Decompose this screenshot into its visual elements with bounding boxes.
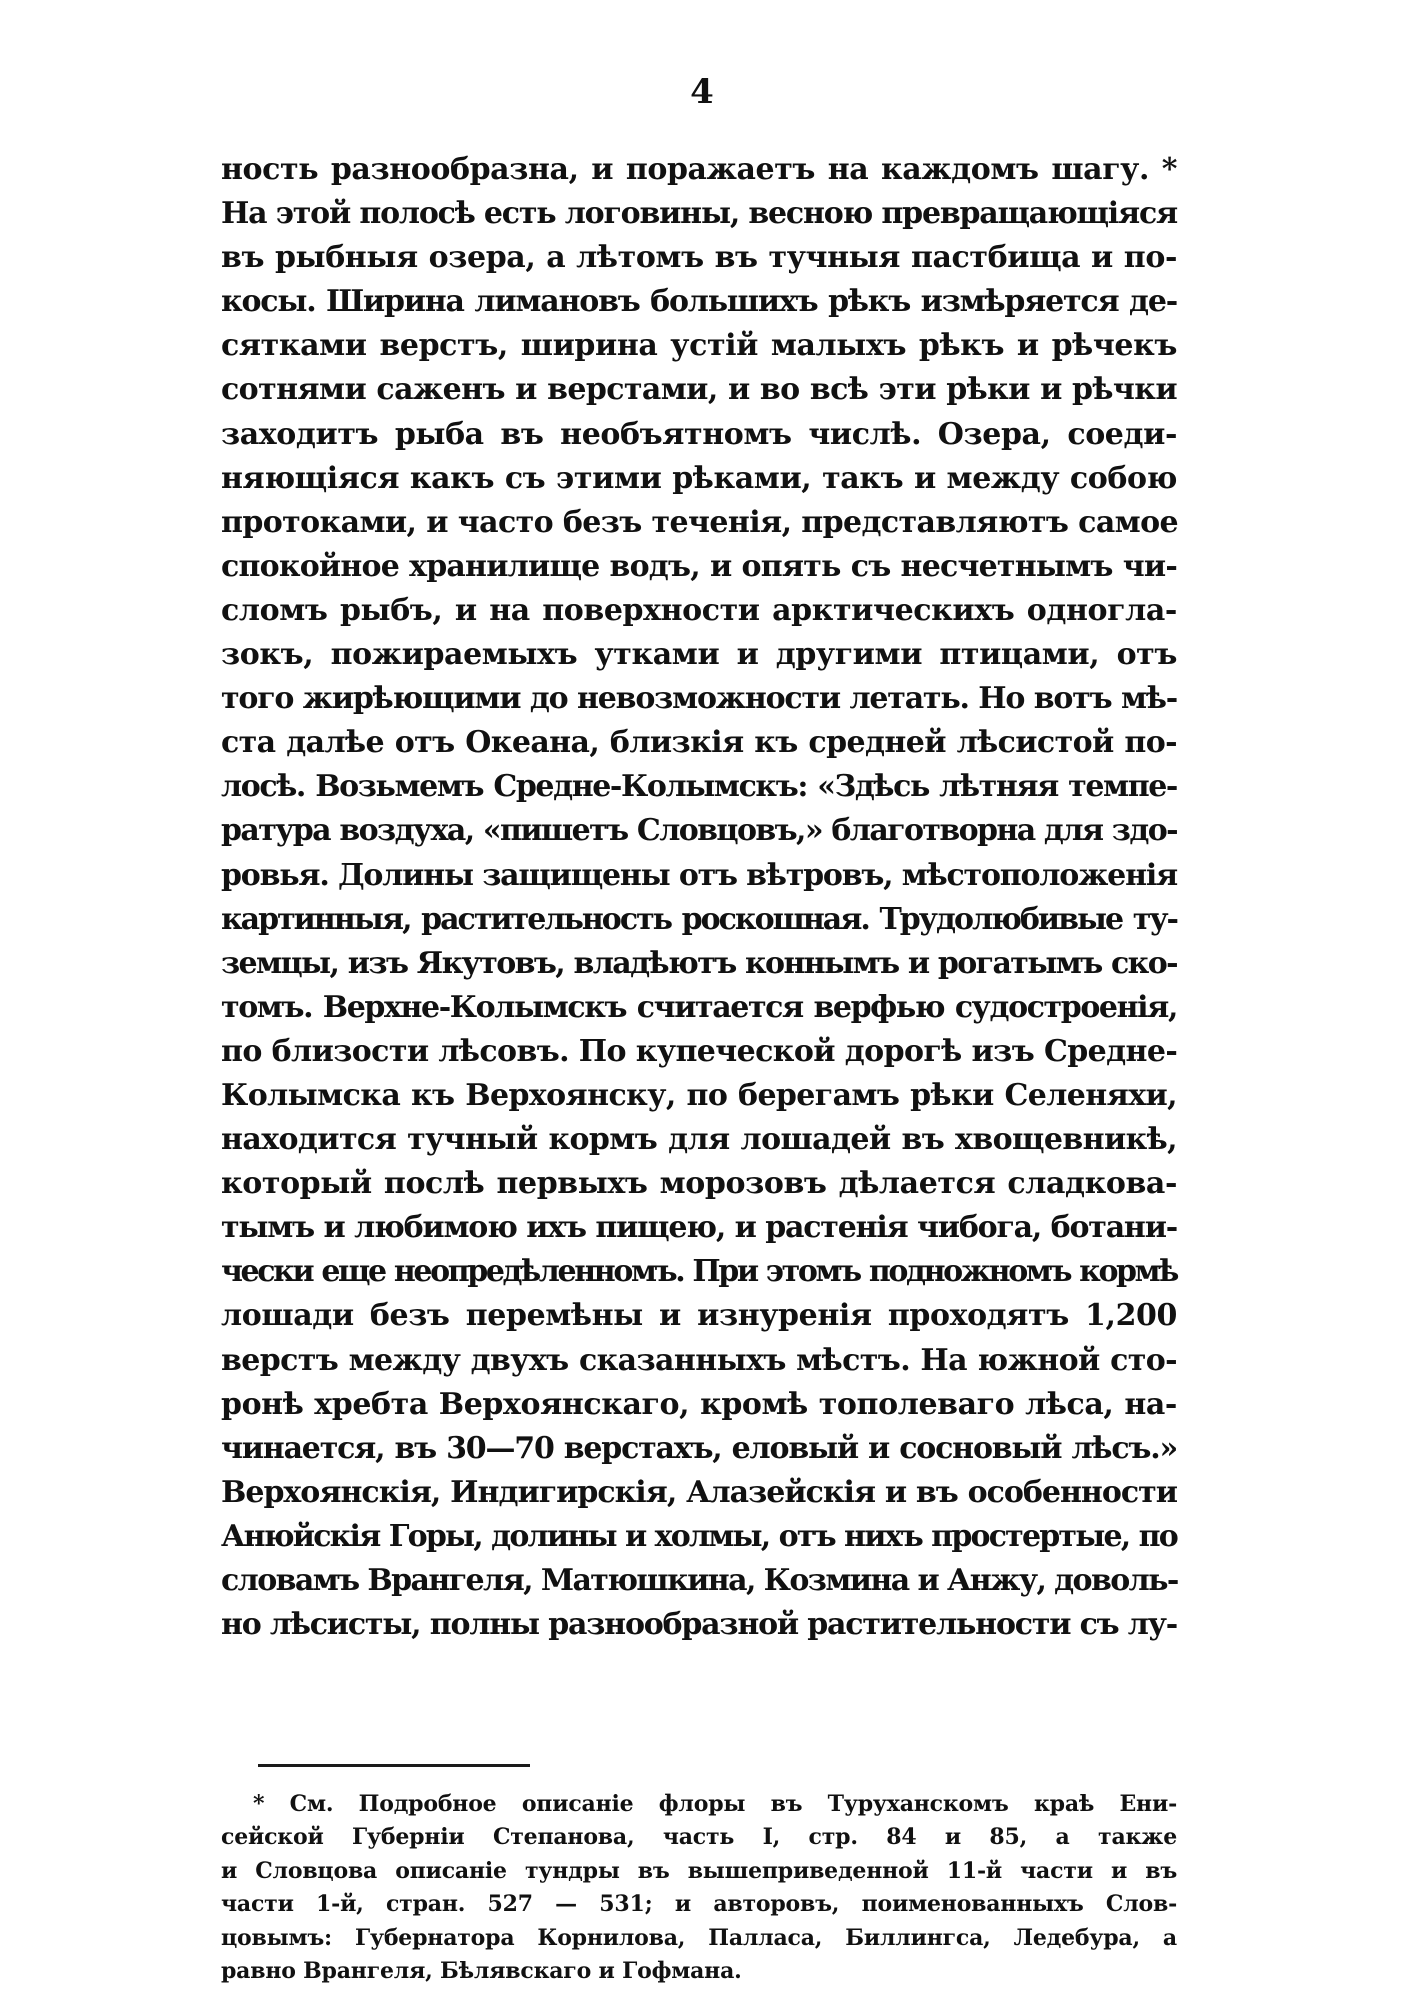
body-line: лошади безъ перемѣны и изнуренія проходятъ 1,200 [221,1298,1177,1334]
body-line: Колымска къ Верхоянску, по берегамъ рѣки Селеняхи, [221,1077,1177,1113]
body-line: косы. Ширина лимановъ большихъ рѣкъ измѣряется де- [221,284,1177,320]
body-line: спокойное хранилище водъ, и опять съ несчетнымъ чи- [221,548,1177,584]
body-line: находится тучный кормъ для лошадей въ хвощевникѣ, [221,1122,1177,1158]
body-line: ность разнообразна, и поражаетъ на каждомъ шагу. * [221,152,1177,187]
body-line: земцы, изъ Якутовъ, владѣютъ коннымъ и рогатымъ ско- [221,945,1177,981]
body-line: въ рыбныя озера, а лѣтомъ въ тучныя пастбища и по- [221,240,1177,276]
body-line: ровья. Долины защищены отъ вѣтровъ, мѣстоположенія [221,857,1177,893]
body-line: чески еще неопредѣленномъ. При этомъ подножномъ кормѣ [221,1254,1177,1290]
page-number: 4 [690,72,714,112]
body-line: ронѣ хребта Верхоянскаго, кромѣ тополеваго лѣса, на- [221,1386,1177,1422]
body-line: няющіяся какъ съ этими рѣками, такъ и между собою [221,460,1177,496]
body-line: чинается, въ 30—70 верстахъ, еловый и сосновый лѣсъ.» [221,1430,1177,1466]
footnote-line: цовымъ: Губернатора Корнилова, Палласа, Биллингса, Ледебура, а [221,1924,1177,1951]
body-line: Верхоянскія, Индигирскія, Алазейскія и въ особенности [221,1474,1177,1510]
body-line: верстъ между двухъ сказанныхъ мѣстъ. На южной сто- [221,1342,1177,1378]
body-line: протоками, и часто безъ теченія, представляютъ самое [221,504,1179,540]
footnote-divider [258,1764,530,1767]
body-line: На этой полосѣ есть логовины, весною превращающіяся [221,196,1177,232]
body-line: картинныя, растительность роскошная. Трудолюбивые ту- [221,901,1177,937]
body-line: сломъ рыбъ, и на поверхности арктическихъ одногла- [221,592,1177,628]
footnote [221,1788,1177,1988]
body-text [221,148,1177,1647]
body-line: того жирѣющими до невозможности летать. Но вотъ мѣ- [221,681,1177,717]
footnote-line: части 1-й, стран. 527 — 531; и авторовъ, поименованныхъ Слов- [221,1891,1177,1918]
body-line: заходитъ рыба въ необъятномъ числѣ. Озера, соеди- [221,416,1177,452]
body-line: лосѣ. Возьмемъ Средне-Колымскъ: «Здѣсь лѣтняя темпе- [221,769,1177,805]
body-line: сятками верстъ, ширина устій малыхъ рѣкъ и рѣчекъ [221,328,1177,364]
body-line: словамъ Врангеля, Матюшкина, Козмина и Анжу, доволь- [221,1563,1178,1598]
body-line: тымъ и любимою ихъ пищею, и растенія чибога, ботани- [221,1210,1177,1246]
body-line: по близости лѣсовъ. По купеческой дорогѣ изъ Средне- [221,1033,1178,1069]
body-line: ста далѣе отъ Океана, близкія къ средней лѣсистой по- [221,725,1177,761]
body-line: сотнями саженъ и верстами, и во всѣ эти рѣки и рѣчки [221,372,1177,408]
body-line: зокъ, пожираемыхъ утками и другими птицами, отъ [221,637,1177,673]
body-line: который послѣ первыхъ морозовъ дѣлается сладкова- [221,1166,1177,1202]
body-line: Анюйскія Горы, долины и холмы, отъ нихъ простертые, по [221,1518,1177,1554]
footnote-line: равно Врангеля, Бѣлявскаго и Гофмана. [221,1957,742,1984]
footnote-line: и Словцова описаніе тундры въ вышеприведенной 11-й части и въ [221,1857,1177,1884]
footnote-line: сейской Губерніи Степанова, часть I, стр. 84 и 85, а также [221,1824,1177,1851]
body-line: томъ. Верхне-Колымскъ считается верфью судостроенія, [221,989,1177,1025]
body-line: ратура воздуха, «пишетъ Словцовъ,» благотворна для здо- [221,813,1177,849]
body-line: но лѣсисты, полны разнообразной растительности съ лу- [221,1607,1177,1643]
footnote-line: * См. Подробное описаніе флоры въ Туруханскомъ краѣ Ени- [253,1791,1177,1817]
